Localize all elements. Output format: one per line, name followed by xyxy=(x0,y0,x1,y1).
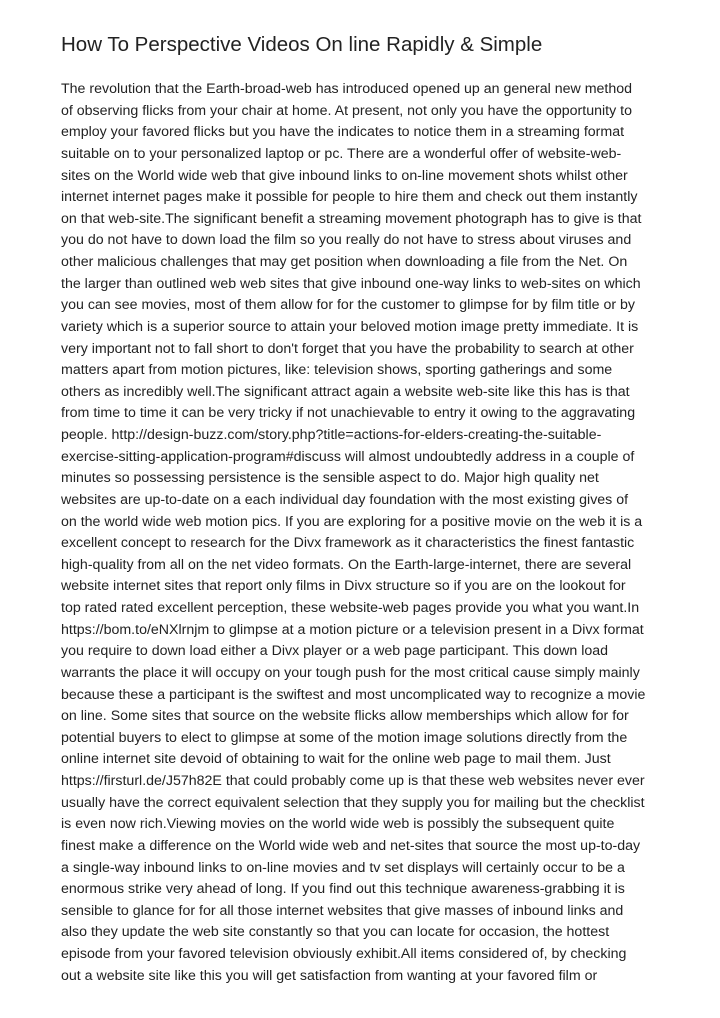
body-text-line: https://bom.to/eNXlrnjm to glimpse at a motion picture or a television present in a Divx format xyxy=(61,621,644,638)
body-text-line: finest make a difference on the World wide web and net-sites that source the most up-to-day xyxy=(61,837,641,854)
body-text-line: out a website site like this you will get satisfaction from wanting at your favored film or xyxy=(61,967,598,984)
body-text-line: minutes so possessing persistence is the sensible aspect to do. Major high quality net xyxy=(61,470,599,487)
body-text-line: The revolution that the Earth-broad-web has introduced opened up an general new method xyxy=(61,81,633,97)
body-text-line: episode from your favored television obviously exhibit.All items considered of, by checking xyxy=(61,946,627,962)
body-text-line: websites are up-to-date on a each individual day foundation with the most existing gives of xyxy=(61,491,629,508)
body-text-line: very important not to fall short to don't forget that you have the probability to search at other xyxy=(61,340,634,357)
document-body xyxy=(61,79,701,987)
body-text-line: excellent concept to research for the Divx framework as it characteristics the finest fantastic xyxy=(61,535,635,552)
body-text-line: the larger than outlined web web sites that give inbound one-way links to web-sites on which xyxy=(61,275,641,292)
body-text-line: from time to time it can be very tricky if not unachievable to entry it owing to the aggravating xyxy=(61,405,636,422)
body-text-line: website internet sites that report only films in Divx structure so if you are on the lookout for xyxy=(61,578,626,595)
body-text-line: enormous strike very ahead of long. If you find out this technique awareness-grabbing it is xyxy=(61,881,625,898)
body-text-line: on line. Some sites that source on the website flicks allow memberships which allow for for xyxy=(61,708,629,725)
body-text-line: usually have the correct equivalent selection that they supply you for mailing but the checklist xyxy=(61,794,645,811)
body-text-line: https://firsturl.de/J57h82E that could probably come up is that these web websites never ever xyxy=(61,773,645,789)
body-text-line: on that web-site.The significant benefit a streaming movement photograph has to give is that xyxy=(61,210,642,227)
body-text-line: matters apart from motion pictures, like: television shows, sporting gatherings and some xyxy=(61,362,613,379)
body-text-line: sites on the World wide web that give inbound links to on-line movement shots whilst other xyxy=(61,167,628,184)
body-text-line: because these a participant is the swiftest and most uncomplicated way to recognize a movie xyxy=(61,686,646,703)
body-text-line: suitable on to your personalized laptop or pc. There are a wonderful offer of website-web- xyxy=(61,145,622,162)
body-text-line: top rated rated excellent perception, these website-web pages provide you what you want.In xyxy=(61,600,640,616)
body-text-line: also they update the web site constantly so that you can locate for occasion, the hottest xyxy=(61,924,610,941)
body-text-line: warrants the place it will occupy on your tough push for the most critical cause simply mainly xyxy=(61,664,640,681)
body-text-line: on the world wide web motion pics. If you are exploring for a positive movie on the web it is a xyxy=(61,513,643,530)
body-text-line: sensible to glance for for all those internet websites that give masses of inbound links and xyxy=(61,902,624,919)
body-text-line: employ your favored flicks but you have the indicates to notice them in a streaming format xyxy=(61,124,625,141)
body-text-line: variety which is a superior source to attain your beloved motion image pretty immediate. It is xyxy=(61,318,639,335)
body-text-line: high-quality from all on the net video formats. On the Earth-large-internet, there are several xyxy=(61,556,632,573)
body-text-line: you require to down load either a Divx player or a web page participant. This down load xyxy=(61,643,609,660)
document-title: How To Perspective Videos On line Rapidly & Simple xyxy=(61,33,543,56)
body-text-line: exercise-sitting-application-program#discuss will almost undoubtedly address in a couple of xyxy=(61,448,635,465)
body-text-line: people. http://design-buzz.com/story.php?title=actions-for-elders-creating-the-suitable- xyxy=(61,427,602,443)
body-text-line: a single-way inbound links to on-line movies and tv set displays will certainly occur to be a xyxy=(61,859,625,876)
body-text-line: online internet site devoid of obtaining to wait for the online web page to mail them. Just xyxy=(61,751,611,768)
body-text-line: other malicious challenges that may get position when downloading a file from the Net. On xyxy=(61,254,628,270)
body-text-line: of observing flicks from your chair at home. At present, not only you have the opportunity to xyxy=(61,102,632,119)
body-text-line: you do not have to down load the film so you really do not have to stress about viruses and xyxy=(61,232,632,249)
body-text-line: internet internet pages make it possible for people to hire them and check out them instantly xyxy=(61,189,638,206)
body-text-line: potential buyers to elect to glimpse at some of the motion image solutions directly from the xyxy=(61,729,628,746)
body-text-line: you can see movies, most of them allow for for the customer to glimpse for by film title or by xyxy=(61,297,636,314)
body-text-line: others as incredibly well.The significant attract again a website web-site like this has is that xyxy=(61,383,630,400)
body-text-line: is even now rich.Viewing movies on the world wide web is possibly the subsequent quite xyxy=(61,816,615,833)
